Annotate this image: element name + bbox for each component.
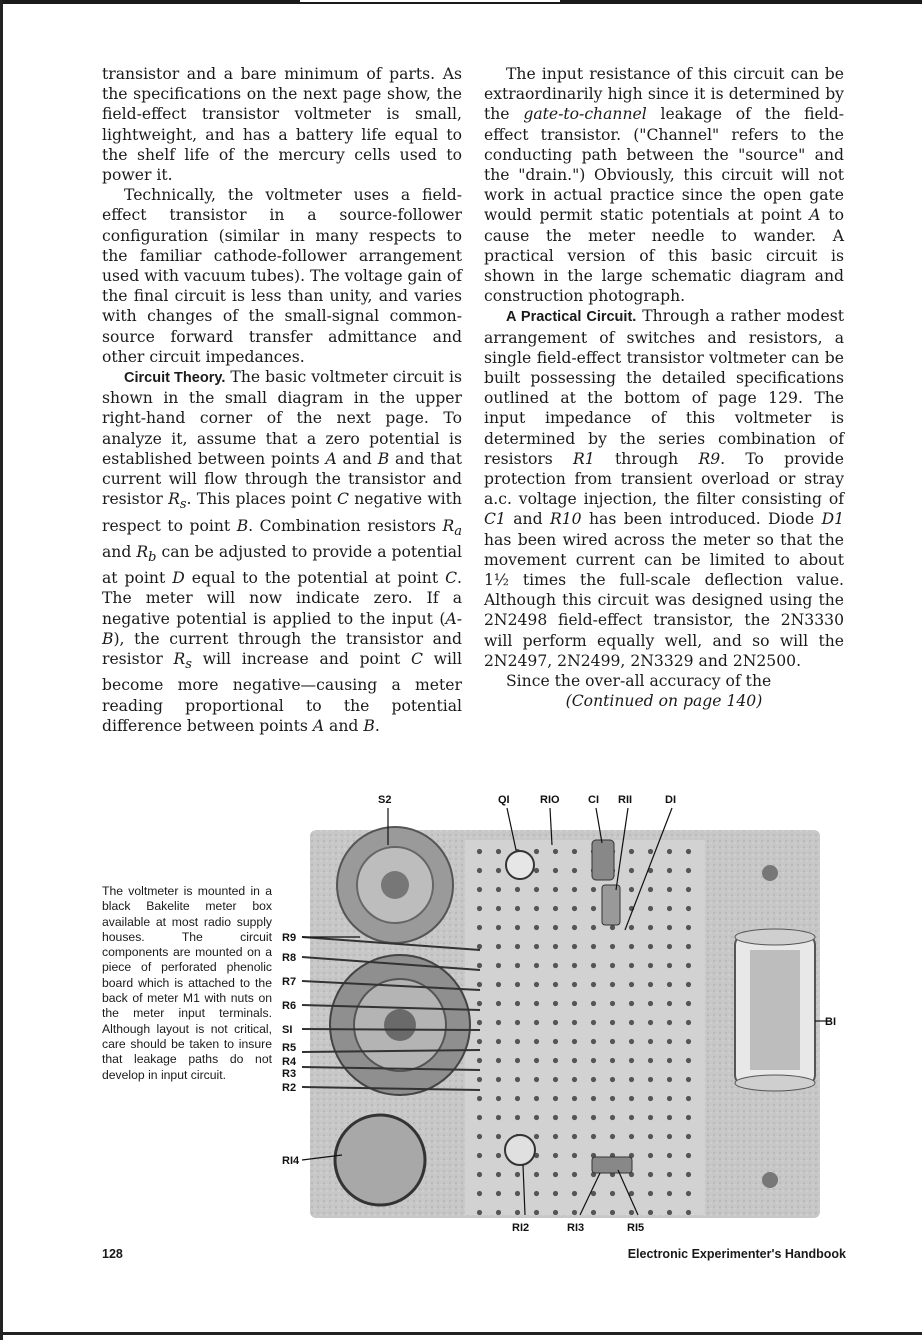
label-s1: SI [282, 1024, 293, 1036]
label-b1: BI [825, 1016, 836, 1028]
resistor-r13 [592, 1157, 632, 1173]
label-r7: R7 [282, 976, 297, 988]
construction-photo-svg [280, 785, 840, 1240]
label-r8: R8 [282, 952, 297, 964]
continued-note: (Continued on page 140) [565, 692, 763, 711]
label-r11: RII [618, 794, 633, 806]
bottom-rule [0, 1332, 922, 1335]
battery-b1 [735, 929, 815, 1091]
label-r12: RI2 [512, 1222, 530, 1234]
label-r5: R5 [282, 1042, 297, 1054]
label-r14: RI4 [282, 1155, 300, 1167]
left-paragraph-1: transistor and a bare minimum of parts. As the specifications on the next page show, the field-effect transistor voltmeter is small, lightweight, and has a battery life equal to the shelf life of the mercury cells used to power it. [102, 65, 462, 185]
capacitor-c1 [592, 840, 614, 880]
photo-caption: The voltmeter is mounted in a black Bakelite meter box available at most radio supply houses. The circuit components are mounted on a piece of perforated phenolic board which is attached to the back of meter M1 with nuts on the meter input terminals. Although layout is not critical, care should be taken to insure that leakage paths do not develop in input circuit. [102, 884, 272, 1082]
publication-title: Electronic Experimenter's Handbook [627, 1247, 846, 1261]
label-r13: RI3 [567, 1222, 585, 1234]
page-number: 128 [102, 1247, 123, 1261]
left-paragraph-3: Circuit Theory. The basic voltmeter circuit is shown in the small diagram in the upper right-hand corner of the next page. To analyze it, assume that a zero potential is established between points A and B and that current will flow through the transistor and resistor $R_s$. This places point C negative with respect to point B. Combination resistors $R_a$ and $R_b$ can be adjusted to provide a potential at point D equal to the potential at point C. The meter will now indicate zero. If a negative potential is applied to the input (A-B), the current through the transistor and resistor $R_s$ will increase and point C will become more negative—causing a meter reading proportional to the potential difference between points A and B. [102, 368, 463, 735]
page-left-edge [0, 0, 3, 1340]
right-paragraph-2: A Practical Circuit. Through a rather modest arrangement of switches and resistors, a single field-effect transistor voltmeter can be built possessing the detailed specifications outlined at the bottom of page 129. The input impedance of this voltmeter is determined by the series combination of resistors R1 through R9. To provide protection from transient overload or stray a.c. voltage injection, the filter consisting of C1 and R10 has been introduced. Diode D1 has been wired across the meter so that the movement current can be limited to about 1½ times the full-scale deflection value. Although this circuit was designed using the 2N2498 field-effect transistor, the 2N3330 will perform equally well, and so will the 2N2497, 2N2499, 2N3329 and 2N2500. [484, 307, 844, 670]
mounting-screw [762, 1172, 778, 1188]
label-r9: R9 [282, 932, 297, 944]
switch-s1 [330, 955, 470, 1095]
label-s2: S2 [378, 794, 392, 806]
construction-photo [280, 785, 840, 1240]
circuit-theory-heading: Circuit Theory. [124, 370, 226, 387]
label-r6: R6 [282, 1000, 297, 1012]
resistor-r12 [505, 1135, 535, 1165]
mounting-screw [762, 865, 778, 881]
left-paragraph-2: Technically, the voltmeter uses a field-effect transistor in a source-follower configuration (similar in many respects to the familiar cathode-follower arrangement used with vacuum tubes). The voltage gain of the final circuit is less than unity, and varies with changes of the small-signal common-source forward transfer admittance and other circuit impedances. [102, 186, 462, 366]
resistor-r11 [602, 885, 620, 925]
switch-s2 [337, 827, 453, 943]
label-r4: R4 [282, 1056, 297, 1068]
perforated-board [465, 840, 705, 1215]
label-c1: CI [588, 794, 599, 806]
right-paragraph-3: Since the over-all accuracy of the [506, 672, 772, 691]
right-column [484, 64, 844, 712]
left-column [102, 64, 462, 736]
label-d1: DI [665, 794, 676, 806]
label-r15: RI5 [627, 1222, 645, 1234]
label-r10: RIO [540, 794, 560, 806]
right-paragraph-1: The input resistance of this circuit can be extraordinarily high since it is determined by the gate-to-channel leakage of the field-effect transistor. ("Channel" refers to the conducting path between the "source" and the "drain.") Obviously, this circuit will not work in actual practice since the open gate would permit static potentials at point A to cause the meter needle to wander. A practical version of this basic circuit is shown in the large schematic diagram and construction photograph. [484, 65, 844, 306]
label-r2: R2 [282, 1082, 297, 1094]
top-rule-gap [300, 0, 560, 2]
label-q1: QI [498, 794, 510, 806]
resistor-r14 [335, 1115, 425, 1205]
practical-circuit-heading: A Practical Circuit. [506, 309, 637, 326]
transistor-q1 [506, 851, 534, 879]
label-r3: R3 [282, 1068, 297, 1080]
